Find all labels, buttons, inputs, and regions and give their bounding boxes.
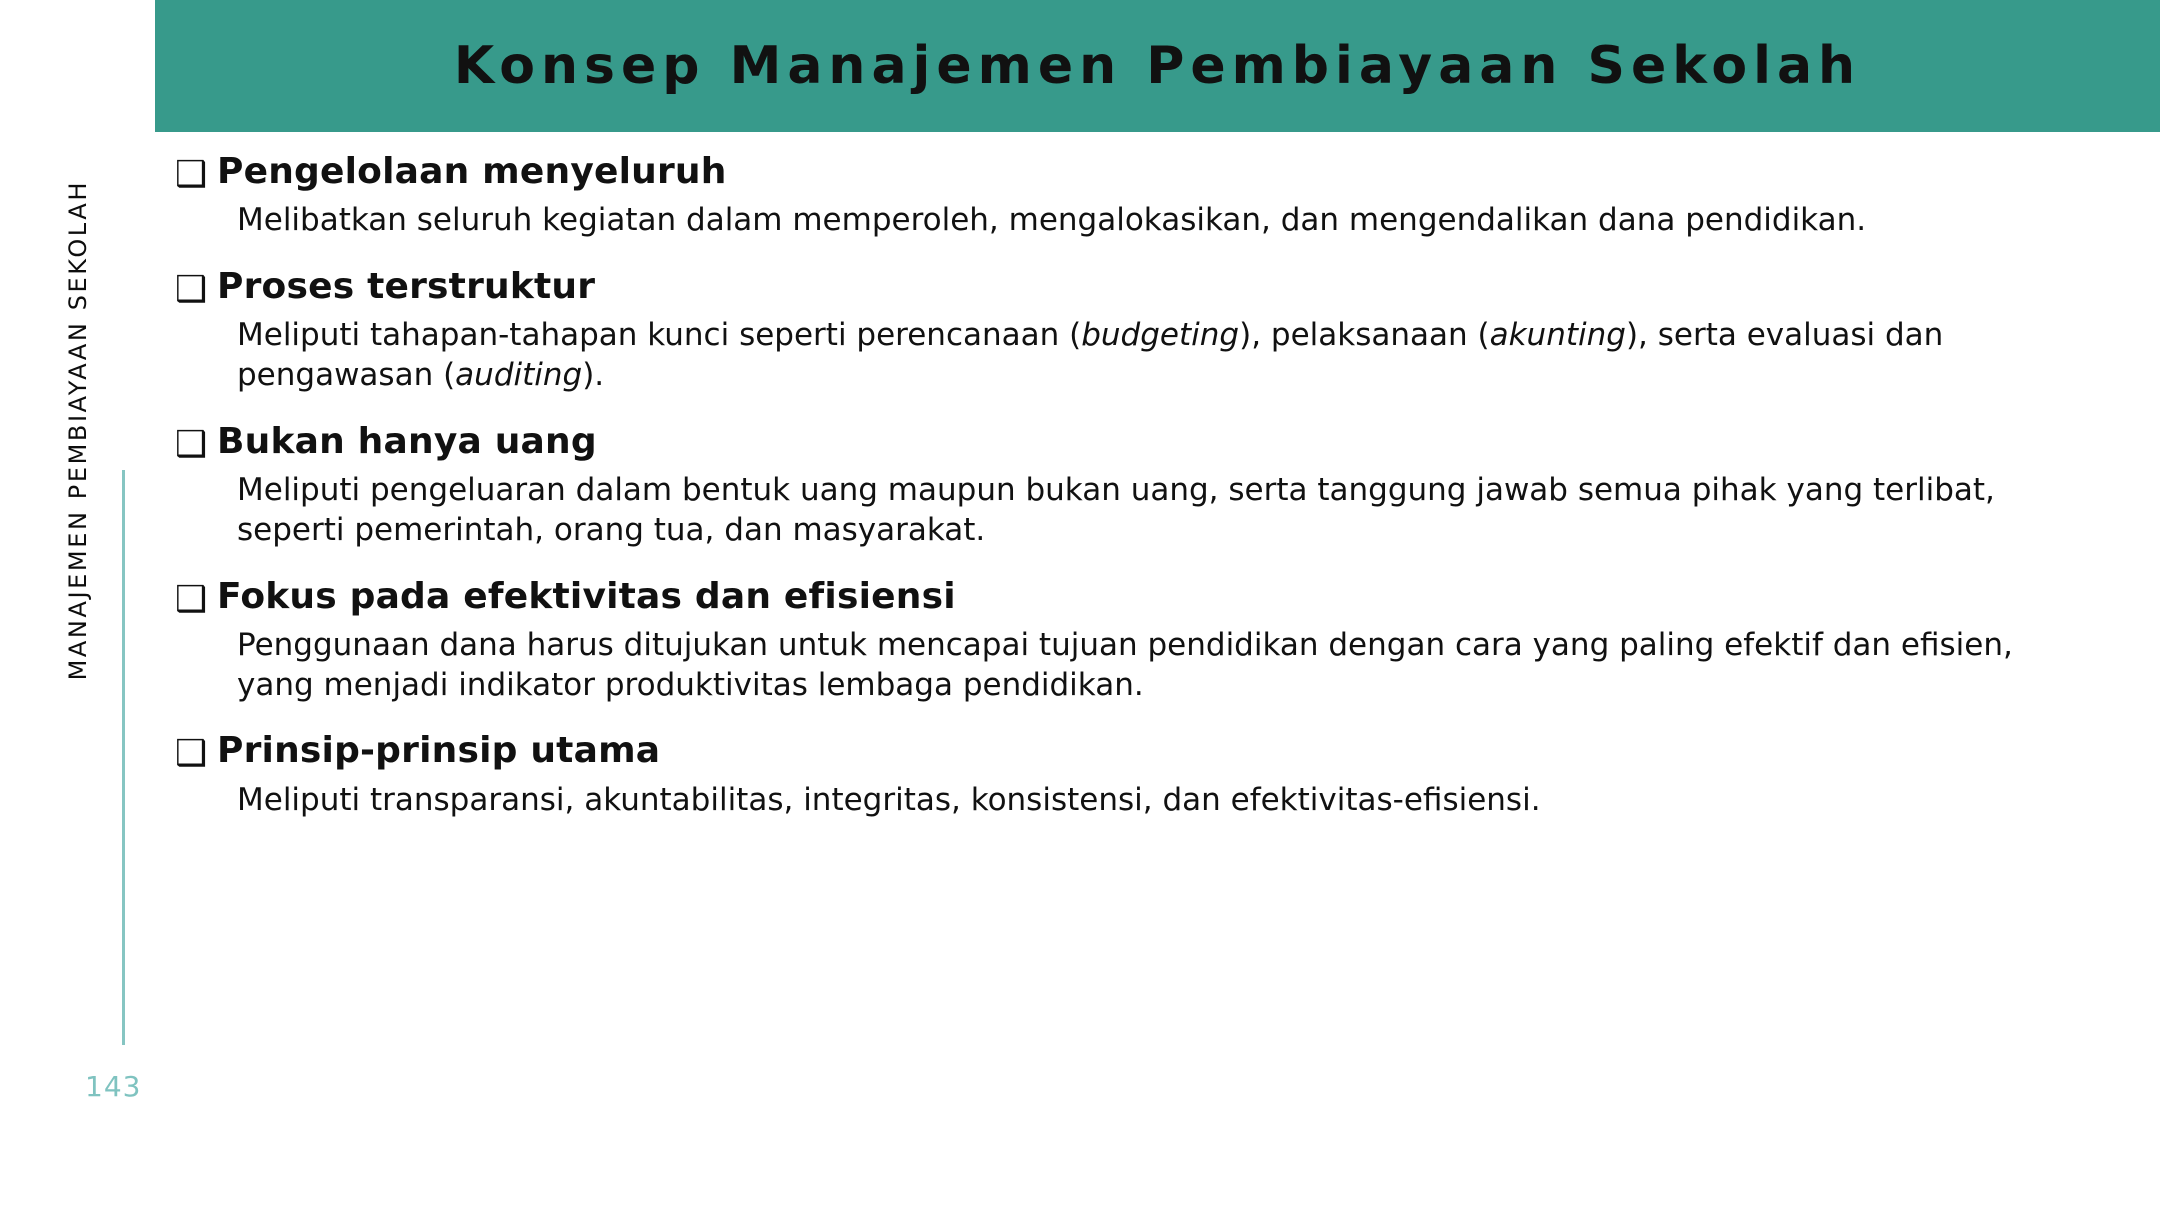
list-item bbox=[175, 575, 2100, 706]
list-item bbox=[175, 420, 2100, 551]
checkbox-bullet-icon: ❑ bbox=[175, 578, 208, 620]
bullet-heading-row bbox=[175, 265, 2100, 310]
bullet-title: Bukan hanya uang bbox=[217, 420, 597, 462]
checkbox-bullet-icon: ❑ bbox=[175, 423, 208, 465]
bullet-heading-row bbox=[175, 150, 2100, 195]
sidebar-divider bbox=[122, 470, 125, 1045]
list-item bbox=[175, 150, 2100, 241]
page-title: Konsep Manajemen Pembiayaan Sekolah bbox=[453, 36, 1862, 96]
page-number: 143 bbox=[85, 1070, 142, 1103]
bullet-title: Prinsip-prinsip utama bbox=[217, 730, 661, 772]
bullet-title: Pengelolaan menyeluruh bbox=[217, 151, 727, 192]
slide-content bbox=[175, 150, 2100, 844]
bullet-title: Proses terstruktur bbox=[217, 266, 596, 308]
checkbox-bullet-icon: ❑ bbox=[175, 154, 208, 195]
bullet-heading-row bbox=[175, 575, 2100, 620]
list-item bbox=[175, 729, 2100, 820]
checkbox-bullet-icon: ❑ bbox=[175, 733, 208, 775]
sidebar-vertical-title: MANAJEMEN PEMBIAYAAN SEKOLAH bbox=[63, 180, 92, 681]
bullet-body: Meliputi pengeluaran dalam bentuk uang maupun bukan uang, serta tanggung jawab semua pihak yang terlibat, seperti pemerintah, orang tua, dan masyarakat. bbox=[237, 472, 1995, 548]
bullet-body: Meliputi tahapan-tahapan kunci seperti perencanaan (budgeting), pelaksanaan (akunting), serta evaluasi dan pengawasan (auditing). bbox=[237, 317, 1944, 394]
checkbox-bullet-icon: ❑ bbox=[175, 269, 208, 311]
bullet-heading-row bbox=[175, 420, 2100, 465]
bullet-body: Penggunaan dana harus ditujukan untuk mencapai tujuan pendidikan dengan cara yang paling efektif dan efisien, yang menjadi indikator produktivitas lembaga pendidikan. bbox=[237, 626, 2013, 703]
slide-title-bar bbox=[155, 0, 2160, 132]
sidebar bbox=[0, 0, 155, 1215]
bullet-title: Fokus pada efektivitas dan efisiensi bbox=[217, 575, 956, 617]
list-item bbox=[175, 265, 2100, 396]
bullet-body: Melibatkan seluruh kegiatan dalam memperoleh, mengalokasikan, dan mengendalikan dana pendidikan. bbox=[237, 202, 1867, 239]
bullet-body: Meliputi transparansi, akuntabilitas, integritas, konsistensi, dan efektivitas-efisiensi. bbox=[237, 781, 1541, 818]
bullet-heading-row bbox=[175, 729, 2100, 774]
